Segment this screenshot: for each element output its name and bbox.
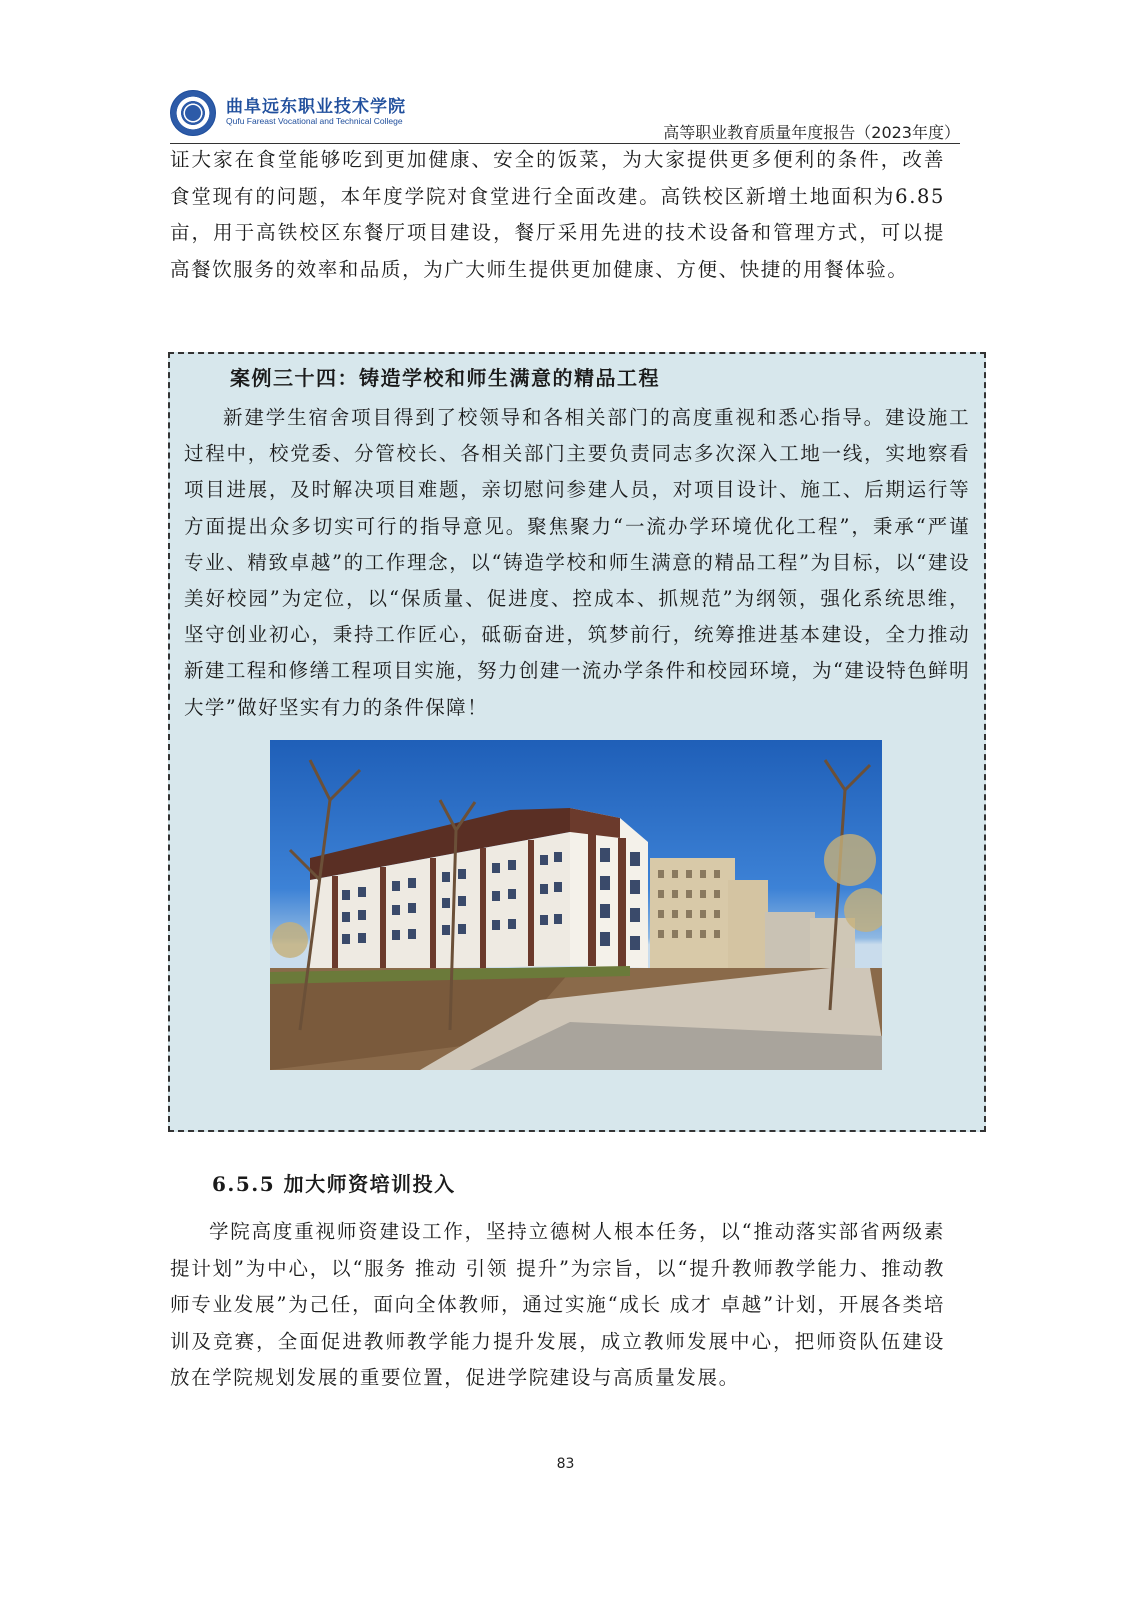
section-heading: 6.5.5 加大师资培训投入 bbox=[212, 1172, 456, 1196]
case-body: 新建学生宿舍项目得到了校领导和各相关部门的高度重视和悉心指导。建设施工过程中，校党委、分管校长、各相关部门主要负责同志多次深入工地一线，实地察看项目进展，及时解决项目难题，亲切慰问参建人员，对项目设计、施工、后期运行等方面提出众多切实可行的指导意见。聚焦聚力“一流办学环境优化工程”，秉承“严谨专业、精致卓越”的工作理念，以“铸造学校和师生满意的精品工程”为目标，以“建设美好校园”为定位，以“保质量、促进度、控成本、抓规范”为纲领，强化系统思维，坚守创业初心，秉持工作匠心，砥砺奋进，筑梦前行，统筹推进基本建设，全力推动新建工程和修缮工程项目实施，努力创建一流办学条件和校园环境，为“建设特色鲜明大学”做好坚实有力的条件保障！ bbox=[184, 406, 970, 719]
page-number: 83 bbox=[556, 1456, 575, 1472]
dormitory-photo bbox=[270, 740, 882, 1070]
page-header bbox=[170, 88, 960, 144]
college-logo-icon bbox=[170, 90, 216, 136]
report-title: 高等职业教育质量年度报告（2023年度） bbox=[663, 123, 960, 142]
case-box bbox=[168, 352, 986, 1132]
college-name-cn: 曲阜远东职业技术学院 bbox=[226, 97, 406, 117]
section-body: 学院高度重视师资建设工作，坚持立德树人根本任务，以“推动落实部省两级素提计划”为中心，以“服务 推动 引领 提升”为宗旨，以“提升教师教学能力、推动教师专业发展”为己任，面向全体教师，通过实施“成长 成才 卓越”计划，开展各类培训及竞赛，全面促进教师教学能力提升发展，成立教师发展中心，把师资队伍建设放在学院规划发展的重要位置，促进学院建设与高质量发展。 bbox=[170, 1220, 945, 1389]
dormitory-photo-illustration bbox=[270, 740, 882, 1070]
intro-paragraph: 证大家在食堂能够吃到更加健康、安全的饭菜，为大家提供更多便利的条件，改善食堂现有的问题，本年度学院对食堂进行全面改建。高铁校区新增土地面积为6.85亩，用于高铁校区东餐厅项目建设，餐厅采用先进的技术设备和管理方式，可以提高餐饮服务的效率和品质，为广大师生提供更加健康、方便、快捷的用餐体验。 bbox=[170, 148, 945, 281]
college-name-en: Qufu Fareast Vocational and Technical College bbox=[226, 116, 403, 126]
case-title: 案例三十四：铸造学校和师生满意的精品工程 bbox=[230, 366, 660, 390]
